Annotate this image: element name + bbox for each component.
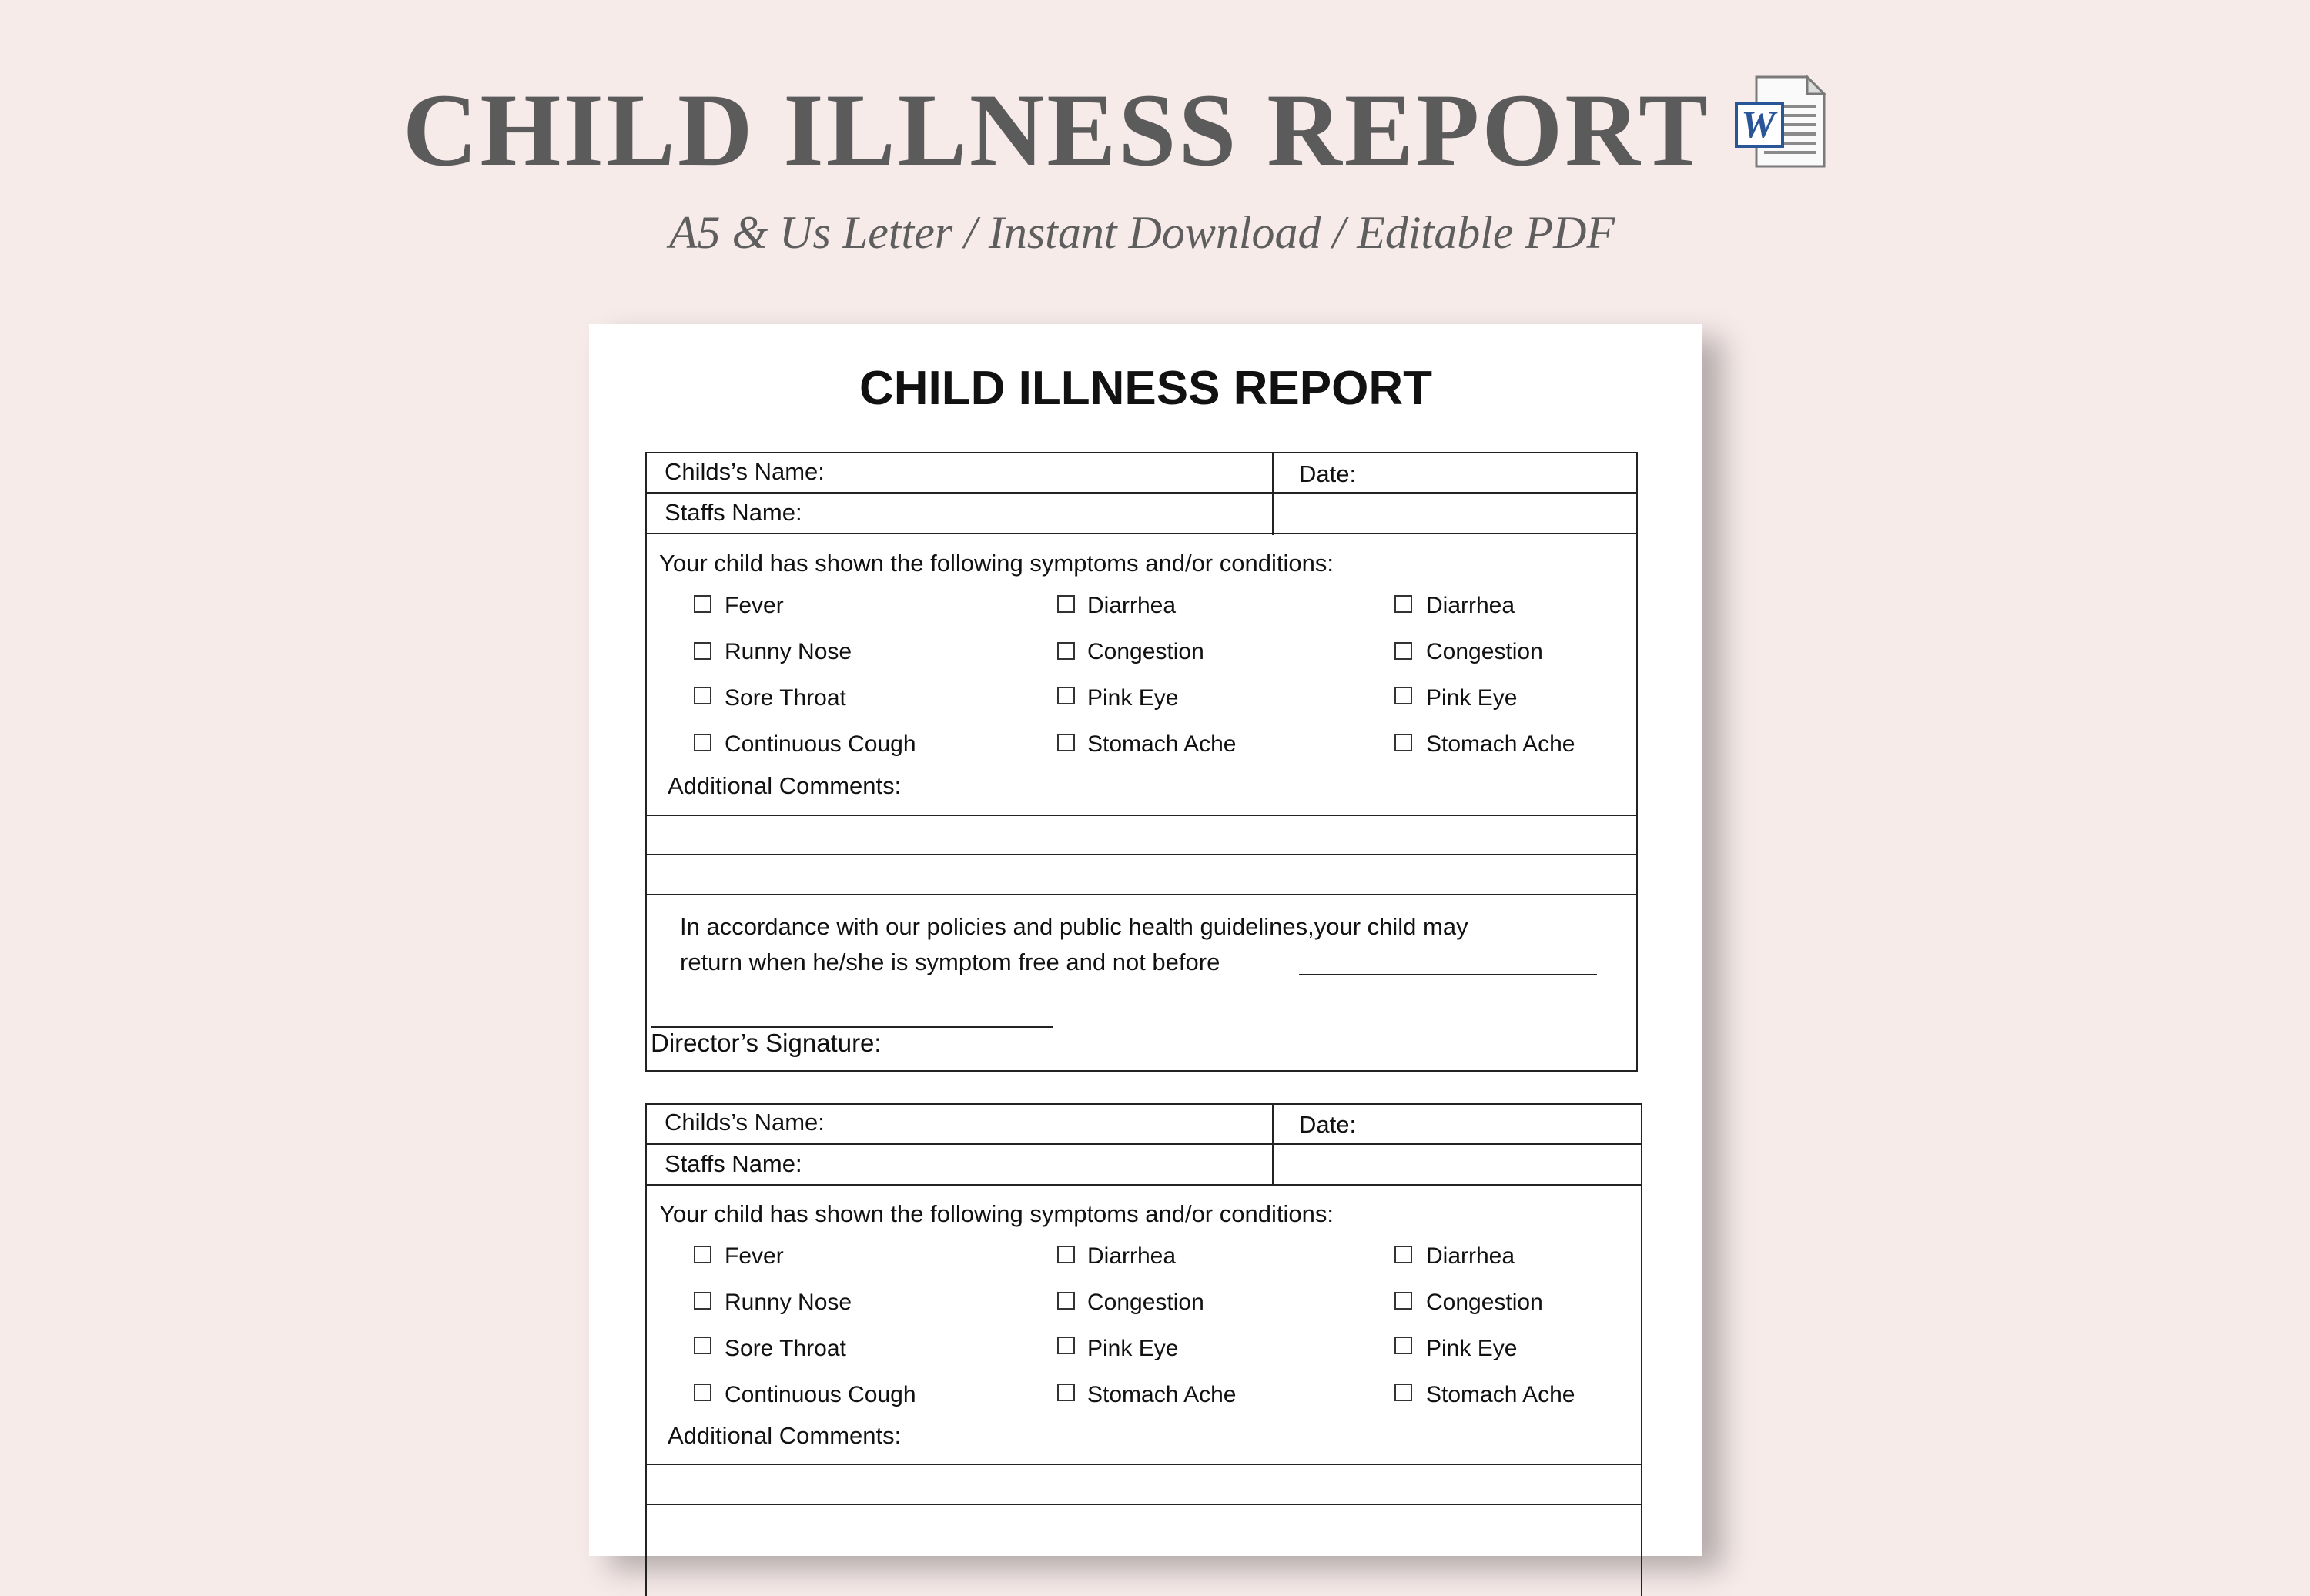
symptom-label: Congestion [1087,639,1204,664]
symptom-label: Congestion [1426,1290,1543,1315]
congestion-checkbox[interactable] [1394,1292,1412,1310]
staffs-name-label: Staffs Name: [665,1150,802,1177]
additional-comments-label: Additional Comments: [668,772,902,799]
sore-throat-checkbox[interactable] [694,687,711,704]
page-subtitle: A5 & Us Letter / Instant Download / Editable PDF [668,207,1615,258]
header-divider [1272,453,1274,535]
pink-eye-checkbox[interactable] [1057,687,1075,704]
childs-name-label: Childs’s Name: [665,1109,825,1136]
pink-eye-checkbox[interactable] [1394,687,1412,704]
word-document-icon [1733,72,1830,169]
symptom-label: Sore Throat [725,685,846,711]
symptom-label: Runny Nose [725,1290,852,1315]
childs-name-label: Childs’s Name: [665,458,825,485]
date-label: Date: [1299,1111,1357,1138]
row-divider [647,533,1636,534]
return-date-blank[interactable] [1299,974,1597,975]
symptom-label: Congestion [1426,639,1543,664]
symptom-label: Pink Eye [1426,1336,1518,1361]
stomach-ache-checkbox[interactable] [1057,1384,1075,1401]
symptom-label: Stomach Ache [1426,1382,1575,1407]
symptom-label: Sore Throat [725,1336,846,1361]
sore-throat-checkbox[interactable] [694,1337,711,1354]
diarrhea-checkbox[interactable] [1057,1246,1075,1263]
symptom-label: Diarrhea [1087,593,1177,618]
congestion-checkbox[interactable] [1057,642,1075,660]
form-sheet [589,324,1702,1556]
word-icon-letter: W [1741,102,1778,146]
sheet-title: CHILD ILLNESS REPORT [859,362,1433,415]
signature-line[interactable] [651,1026,1053,1028]
comment-line [647,1464,1641,1465]
symptom-label: Stomach Ache [1087,731,1237,757]
runny-nose-checkbox[interactable] [694,1292,711,1310]
pink-eye-checkbox[interactable] [1394,1337,1412,1354]
illness-report-form-1 [645,452,1638,1072]
symptoms-intro: Your child has shown the following symptoms and/or conditions: [659,550,1334,577]
continuous-cough-checkbox[interactable] [694,734,711,751]
return-policy-text: In accordance with our policies and public health guidelines,your child may [680,913,1468,940]
comment-line [647,1504,1641,1505]
diarrhea-checkbox[interactable] [1394,1246,1412,1263]
comment-line [647,894,1636,895]
continuous-cough-checkbox[interactable] [694,1384,711,1401]
congestion-checkbox[interactable] [1394,642,1412,660]
pink-eye-checkbox[interactable] [1057,1337,1075,1354]
header-divider [1272,1105,1274,1186]
symptom-label: Runny Nose [725,639,852,664]
symptom-label: Pink Eye [1087,1336,1179,1361]
stomach-ache-checkbox[interactable] [1394,1384,1412,1401]
symptom-label: Congestion [1087,1290,1204,1315]
symptom-label: Stomach Ache [1426,731,1575,757]
director-signature-label: Director’s Signature: [651,1029,882,1057]
illness-report-form-2 [645,1103,1642,1596]
symptom-label: Pink Eye [1087,685,1179,711]
row-divider [647,1184,1641,1186]
stomach-ache-checkbox[interactable] [1057,734,1075,751]
page-title-text: CHILD ILLNESS REPORT [402,73,1711,188]
symptom-label: Stomach Ache [1087,1382,1237,1407]
runny-nose-checkbox[interactable] [694,642,711,660]
fever-checkbox[interactable] [694,595,711,613]
symptoms-intro: Your child has shown the following symptoms and/or conditions: [659,1200,1334,1227]
symptom-label: Diarrhea [1087,1243,1177,1269]
symptom-label: Diarrhea [1426,593,1515,618]
date-label: Date: [1299,460,1357,487]
row-divider [647,1143,1641,1145]
diarrhea-checkbox[interactable] [1057,595,1075,613]
symptom-label: Continuous Cough [725,731,916,757]
symptom-label: Fever [725,1243,784,1269]
fever-checkbox[interactable] [694,1246,711,1263]
symptom-label: Diarrhea [1426,1243,1515,1269]
diarrhea-checkbox[interactable] [1394,595,1412,613]
row-divider [647,492,1636,494]
congestion-checkbox[interactable] [1057,1292,1075,1310]
comment-line [647,815,1636,816]
stomach-ache-checkbox[interactable] [1394,734,1412,751]
additional-comments-label: Additional Comments: [668,1422,902,1449]
symptom-label: Fever [725,593,784,618]
page-title [0,65,2233,196]
return-policy-text: return when he/she is symptom free and not before [680,949,1220,975]
staffs-name-label: Staffs Name: [665,499,802,526]
symptom-label: Continuous Cough [725,1382,916,1407]
symptom-label: Pink Eye [1426,685,1518,711]
comment-line [647,854,1636,855]
